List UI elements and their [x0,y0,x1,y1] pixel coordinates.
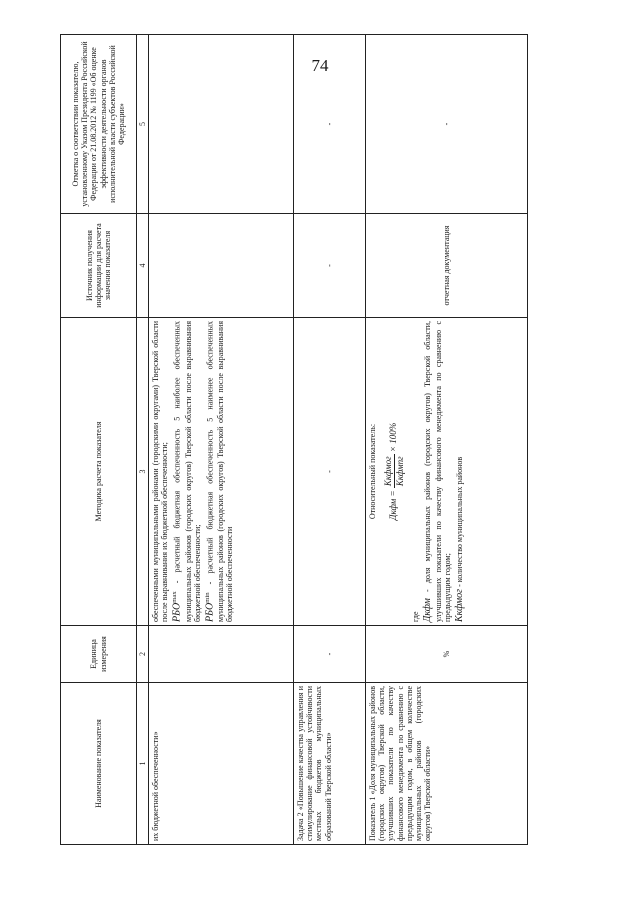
column-number-row [137,35,149,845]
row-mark: - [366,35,528,214]
header-method: Методика расчета показателя [61,318,137,626]
method-definition-min [204,321,235,622]
where-label: где [410,611,420,622]
row-source [149,214,294,318]
dkfm-symbol: Дкфм [422,598,434,622]
method-intro-text: обеспеченными муниципальными районами (городскими округами) Тверской области после выравнивания их бюджетной обеспеченности; [151,321,170,622]
page-number: 74 [311,56,329,75]
indicators-table [60,34,528,845]
row-mark: - [294,35,366,214]
rbo-max-description: - расчетный бюджетная обеспеченность 5 наиболее обеспеченных муниципальных районов (городских округов) Тверской области после выравнивания бюджетной обеспеченности; [173,321,202,622]
row-indicator-name: их бюджетной обеспеченности» [149,683,294,845]
table-row [149,35,294,845]
rbo-max-symbol: РБО [172,602,184,622]
row-mark [149,35,294,214]
row-method [366,318,528,626]
row-method [149,318,294,626]
header-source: Источник получения информации для расчета значения показателя [61,214,137,318]
kkfmog-description: - количество муниципальных районов [454,456,464,589]
row-indicator-name: Задача 2 «Повышение качества управления и стимулирование финансовой устойчивости местных бюджетов муниципальных образований Тверской области» [294,683,366,845]
rotated-table-container [60,35,528,845]
rbo-min-description: - расчетный бюджетная обеспеченность 5 наименее обеспеченных муниципальных районов (городских округов) Тверской области после выравнивания бюджетной обеспеченности [205,321,235,622]
rbo-min-superscript: min [203,592,211,603]
row-unit [149,626,294,683]
header-indicator-name: Наименование показателя [61,683,137,845]
formula-denominator: Ккфмпг [394,456,405,487]
definition-count [454,321,466,622]
row-indicator-name: Показатель 1 «Доля муниципальных районов (городских округов) Тверской области, улучшивших показатели по качеству финансового менеджмента по сравнению с предыдущим годом, в общем количестве муниципальных районов (городских округов) Тверской области» [366,683,528,845]
column-number: 4 [137,214,149,318]
formula-lhs: Дкфм = [388,490,399,521]
rbo-min-symbol: РБО [204,602,216,622]
method-definition-max [171,321,202,622]
formula-numerator: Ккфмог [383,456,394,487]
row-unit: % [366,626,528,683]
header-compliance-mark: Отметка о соответствии показателю, установленному Указом Президента Российской Федерации от 21.08.2012 № 1199 «Об оценке эффективности деятельности органов исполнительной власти субъектов Российской Федерации» [61,35,137,214]
row-method: - [294,318,366,626]
table-row [294,35,366,845]
row-source: - [294,214,366,318]
formula-multiplier: × 100% [388,422,399,453]
row-source: отчетная документация [366,214,528,318]
formula-fraction [383,454,405,488]
definition-share [422,321,452,622]
table-row [366,35,528,845]
column-number: 2 [137,626,149,683]
header-unit: Единица измерения [61,626,137,683]
formula [383,321,405,622]
method-intro-text: Относительный показатель: [368,423,377,520]
row-unit: - [294,626,366,683]
rbo-max-superscript: max [171,591,179,603]
column-number: 5 [137,35,149,214]
dkfm-description: - доля муниципальных районов (городских округов) Тверской области, улучшивших показатели по качеству финансового менеджмента по сравнению с предыдущим годом; [423,321,452,622]
kkfmog-symbol: Ккфмог [453,588,465,622]
column-number: 3 [137,318,149,626]
table-header-row [61,35,137,845]
column-number: 1 [137,683,149,845]
